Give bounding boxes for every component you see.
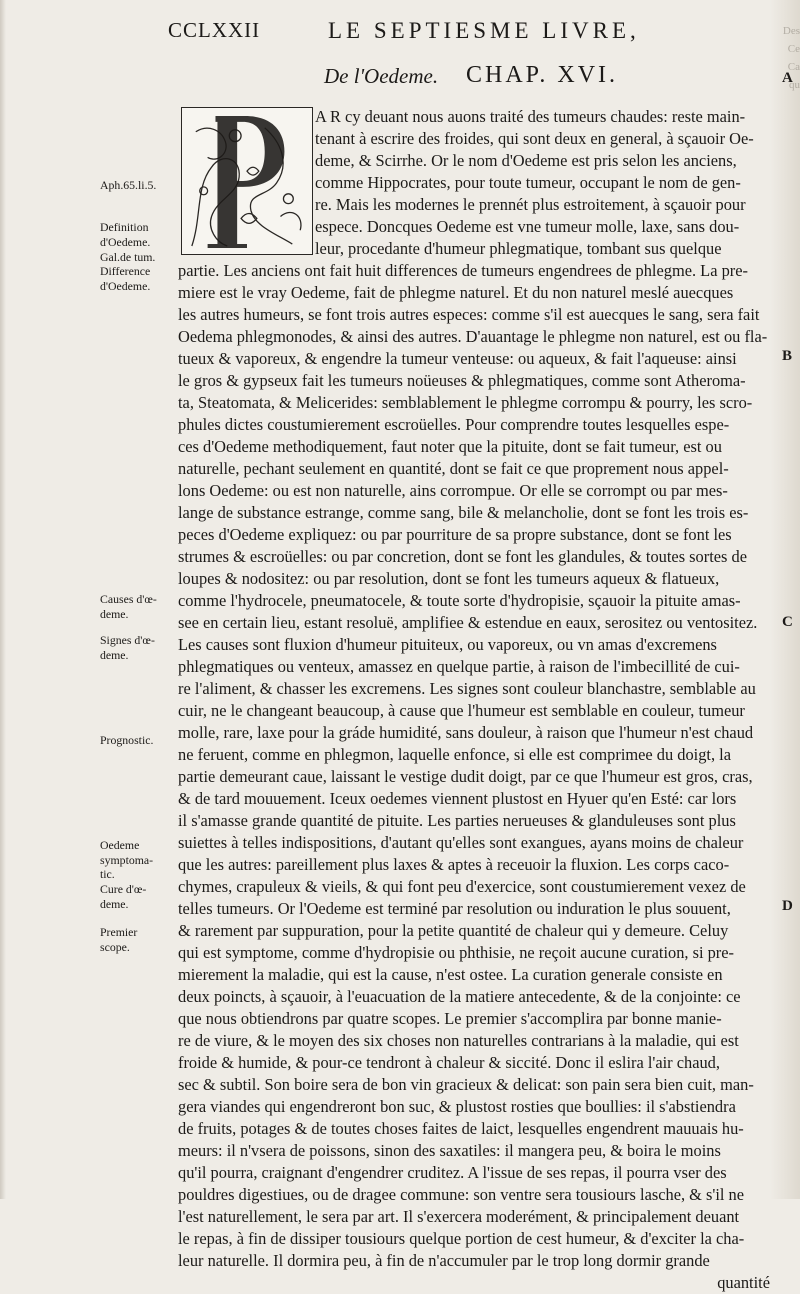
text-line: comme Hippocrates, pour toute tumeur, occupant le nom de gen- xyxy=(315,173,741,192)
text-line: mierement la maladie, qui est la cause, n'est ostee. La curation generale consiste en xyxy=(178,965,723,984)
text-line: qu'il pourra, craignant d'engendrer cruditez. A l'issue de ses repas, il pourra vser des xyxy=(178,1163,727,1182)
margin-note: Oedeme symptoma- tic. xyxy=(100,838,154,881)
text-line: gera viandes qui engendreront bon suc, & plustost rosties que boullies: il s'abstiendra xyxy=(178,1097,736,1116)
text-line: tueux & vaporeux, & engendre la tumeur venteuse: ou aqueux, & fait l'aqueuse: ainsi xyxy=(178,349,737,368)
text-line: tenant à escrire des froides, qui sont deux en general, à sçauoir Oe- xyxy=(315,129,754,148)
text-line: de fruits, potages & de toutes choses faites de laict, lesquelles engendrent mauuais hu- xyxy=(178,1119,744,1138)
margin-note: Cure d'œ- deme. xyxy=(100,882,147,911)
margin-note: Aph.65.li.5. xyxy=(100,178,157,192)
text-line: froide & humide, & pour-ce tendront à chaleur & siccité. Donc il eslira l'air chaud, xyxy=(178,1053,720,1072)
text-line: Oedema phlegmonodes, & ainsi des autres. D'auantage le phlegme non naturel, est ou fla- xyxy=(178,327,768,346)
running-head xyxy=(168,18,648,48)
text-line: le gros & gypseux fait les tumeurs noüeuses & phlegmatiques, comme sont Atheroma- xyxy=(178,371,746,390)
text-line: meurs: il n'vsera de poissons, sinon des saxatiles: il mangera peu, & boira le moins xyxy=(178,1141,721,1160)
gutter-shadow xyxy=(0,0,6,1199)
text-line: strumes & escroüelles: ou par concretion, dont se font les glandules, & toutes sortes de xyxy=(178,547,747,566)
text-line: Les causes sont fluxion d'humeur pituiteux, ou vaporeux, ou vn amas d'excremens xyxy=(178,635,717,654)
folio-number: CCLXXII xyxy=(168,18,261,42)
margin-note: Signes d'œ- deme. xyxy=(100,633,155,662)
text-line: ta, Steatomata, & Melicerides: semblablement le phlegme corrompu & pourry, les scro- xyxy=(178,393,753,412)
text-line: que les autres: pareillement plus laxes & aptes à receuoir la fluxion. Les corps caco- xyxy=(178,855,730,874)
text-line: A R cy deuant nous auons traité des tumeurs chaudes: reste main- xyxy=(315,107,746,126)
section-marker-c: C xyxy=(782,614,793,630)
text-line: sec & subtil. Son boire sera de bon vin gracieux & delicat: son pain sera bien cuit, man- xyxy=(178,1075,754,1094)
chapter-title: De l'Oedeme. xyxy=(324,64,439,88)
text-line: & rarement par suppuration, pour la petite quantité de chaleur qui y demeure. Celuy xyxy=(178,921,729,940)
text-line: il s'amasse grande quantité de pituite. Les parties nerueuses & glanduleuses sont plus xyxy=(178,811,736,830)
text-line: que nous obtiendrons par quatre scopes. Le premier s'accomplira par bonne manie- xyxy=(178,1009,722,1028)
page-edge xyxy=(770,0,800,1199)
text-line: deux poincts, à sçauoir, à l'euacuation de la matiere antecedente, & de la conjointe: ce xyxy=(178,987,741,1006)
text-line: pouldres digestiues, ou de dragee commune: son ventre sera tousiours lasche, & s'il ne xyxy=(178,1185,745,1204)
body-text xyxy=(178,106,770,1294)
margin-note: Causes d'œ- deme. xyxy=(100,592,157,621)
text-line: le repas, à fin de dissiper tousiours quelque portion de cest humeur, & d'exciter la cha- xyxy=(178,1229,745,1248)
margin-note: Difference d'Oedeme. xyxy=(100,264,151,293)
text-line: qui est symptome, comme d'hydropisie ou phthisie, ne reçoit aucune curation, si pre- xyxy=(178,943,735,962)
text-line: & de tard mouuement. Iceux oedemes viennent plustost en Hyuer qu'en Esté: car lors xyxy=(178,789,737,808)
text-line: loupes & nodositez: ou par resolution, dont se font les tumeurs aqueux & flatueux, xyxy=(178,569,720,588)
margin-note: Gal.de tum. xyxy=(100,250,156,264)
text-line: leur, procedante d'humeur phlegmatique, tombant sus quelque xyxy=(315,239,722,258)
text-line: cuir, ne le changeant beaucoup, à cause que l'humeur est semblable en couleur, tumeur xyxy=(178,701,745,720)
text-line: miere est le vray Oedeme, fait de phlegme naturel. Et du non naturel meslé auecques xyxy=(178,283,734,302)
text-line: partie demeurant caue, laissant le vestige dudit doigt, par ce que l'humeur est gros, cras, xyxy=(178,767,753,786)
text-line: comme l'hydrocele, pneumatocele, & toute sorte d'hydropisie, sçauoir la pituite amas- xyxy=(178,591,741,610)
margin-note: Premier scope. xyxy=(100,925,138,954)
chapter-number: CHAP. XVI. xyxy=(466,62,619,88)
text-line: lons Oedeme: ou est non naturelle, ains corrompue. Or elle se corrompt ou par mes- xyxy=(178,481,728,500)
margin-note: Prognostic. xyxy=(100,733,154,747)
bleed-through-text: Des Ce Ca qu xyxy=(782,25,800,91)
text-line: les autres humeurs, se font trois autres especes: comme s'il est auecques le sang, sera fait xyxy=(178,305,760,324)
text-line: telles tumeurs. Or l'Oedeme est terminé par resolution ou induration le plus souuent, xyxy=(178,899,731,918)
text-line: leur naturelle. Il dormira peu, à fin de n'accumuler par le trop long dormir grande xyxy=(178,1251,710,1270)
catchword: quantité xyxy=(717,1273,770,1292)
text-line: re. Mais les modernes le prennét plus estroitement, à sçauoir pour xyxy=(315,195,746,214)
text-line: espece. Doncques Oedeme est vne tumeur molle, laxe, sans dou- xyxy=(315,217,740,236)
text-line: peces d'Oedeme expliquez: ou par pourriture de sa propre substance, dont se font les xyxy=(178,525,732,544)
text-line: re de viure, & le moyen des six choses non naturelles contrarians à la maladie, qui est xyxy=(178,1031,739,1050)
text-line: naturelle, pechant seulement en quantité, dont se fait ce que proprement nous appel- xyxy=(178,459,729,478)
text-line: chymes, crapuleux & vieils, & qui font peu d'exercice, sont coustumierement vexez de xyxy=(178,877,746,896)
text-line: molle, rare, laxe pour la gráde humidité, sans douleur, à raison que l'humeur n'est chaud xyxy=(178,723,754,742)
text-line: suiettes à telles indispositions, d'autant qu'elles sont exangues, ayans moins de chaleur xyxy=(178,833,744,852)
section-marker-b: B xyxy=(782,348,793,364)
text-line: phlegmatiques ou venteux, amassez en quelque partie, à raison de l'imbecillité de cui- xyxy=(178,657,740,676)
text-line: l'est naturellement, le sera par art. Il s'exercera moderément, & principalement deuant xyxy=(178,1207,740,1226)
text-line: lange de substance estrange, comme sang, bile & melancholie, dont se font les trois es- xyxy=(178,503,749,522)
chapter-heading xyxy=(324,64,744,94)
text-line: re l'aliment, & chasser les excremens. Les signes sont couleur blanchastre, semblable au xyxy=(178,679,756,698)
text-line: phules dictes coustumierement escroüelles. Pour comprendre toutes lesquelles espe- xyxy=(178,415,730,434)
text-line: partie. Les anciens ont fait huit differences de tumeurs engendrees de phlegme. La pre- xyxy=(178,261,748,280)
text-line: deme, & Scirrhe. Or le nom d'Oedeme est pris selon les anciens, xyxy=(315,151,737,170)
margin-note: Definition d'Oedeme. xyxy=(100,220,151,249)
section-marker-d: D xyxy=(782,898,793,914)
section-marker-a: A xyxy=(782,70,793,86)
text-line: see en certain lieu, estant resoluë, amplifiee & estendue en eaux, serositez ou ventositez. xyxy=(178,613,758,632)
book-title: LE SEPTIESME LIVRE, xyxy=(328,18,640,43)
text-line: ne feruent, comme en phlegmon, laquelle enfonce, si elle est comprimee du doigt, la xyxy=(178,745,731,764)
text-line: ces d'Oedeme methodiquement, faut noter que la pituite, dont se fait tumeur, est ou xyxy=(178,437,722,456)
